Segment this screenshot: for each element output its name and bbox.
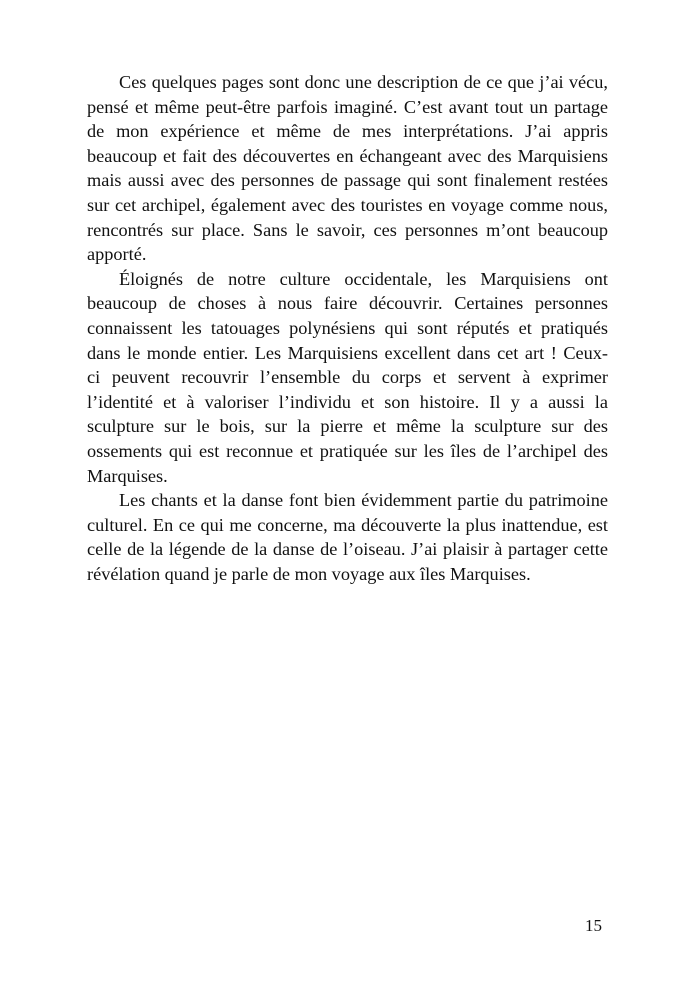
paragraph-line: Ces quelques pages sont donc une description de ce que j’ai vécu, <box>119 72 608 92</box>
paragraph-line: beaucoup et fait des découvertes en échangeant avec des Marquisiens <box>87 145 608 166</box>
paragraph-line: l’identité et à valoriser l’individu et son histoire. Il y a aussi la <box>87 391 608 412</box>
paragraph-line: pensé et même peut-être parfois imaginé. C’est avant tout un partage <box>87 96 608 117</box>
paragraph-line: sculpture sur le bois, sur la pierre et même la sculpture sur des <box>87 416 608 437</box>
paragraph-line: Marquises. <box>87 465 168 486</box>
paragraph-line: mais aussi avec des personnes de passage qui sont finalement restées <box>87 170 608 191</box>
paragraph-line: sur cet archipel, également avec des touristes en voyage comme nous, <box>87 194 608 215</box>
paragraph-line: ossements qui est reconnue et pratiquée sur les îles de l’archipel des <box>87 440 608 461</box>
body-text <box>87 70 608 586</box>
paragraph-line: dans le monde entier. Les Marquisiens excellent dans cet art ! Ceux- <box>87 342 608 363</box>
paragraph-line: révélation quand je parle de mon voyage aux îles Marquises. <box>87 563 531 584</box>
paragraph-line: celle de la légende de la danse de l’oiseau. J’ai plaisir à partager cette <box>87 539 608 560</box>
paragraph-2 <box>87 267 608 488</box>
paragraph-line: Les chants et la danse font bien évidemment partie du patrimoine <box>119 490 608 511</box>
paragraph-line: de mon expérience et même de mes interprétations. J’ai appris <box>87 121 608 142</box>
paragraph-line: rencontrés sur place. Sans le savoir, ces personnes m’ont beaucoup <box>87 219 608 240</box>
paragraph-line: ci peuvent recouvrir l’ensemble du corps et servent à exprimer <box>87 367 608 388</box>
paragraph-line: culturel. En ce qui me concerne, ma découverte la plus inattendue, est <box>87 514 608 535</box>
paragraph-3 <box>87 488 608 586</box>
paragraph-1 <box>87 70 608 267</box>
paragraph-line: connaissent les tatouages polynésiens qui sont réputés et pratiqués <box>87 317 608 338</box>
page-number: 15 <box>585 916 602 935</box>
paragraph-line: Éloignés de notre culture occidentale, les Marquisiens ont <box>119 268 608 289</box>
paragraph-line: apporté. <box>87 244 147 265</box>
paragraph-line: beaucoup de choses à nous faire découvrir. Certaines personnes <box>87 293 608 314</box>
